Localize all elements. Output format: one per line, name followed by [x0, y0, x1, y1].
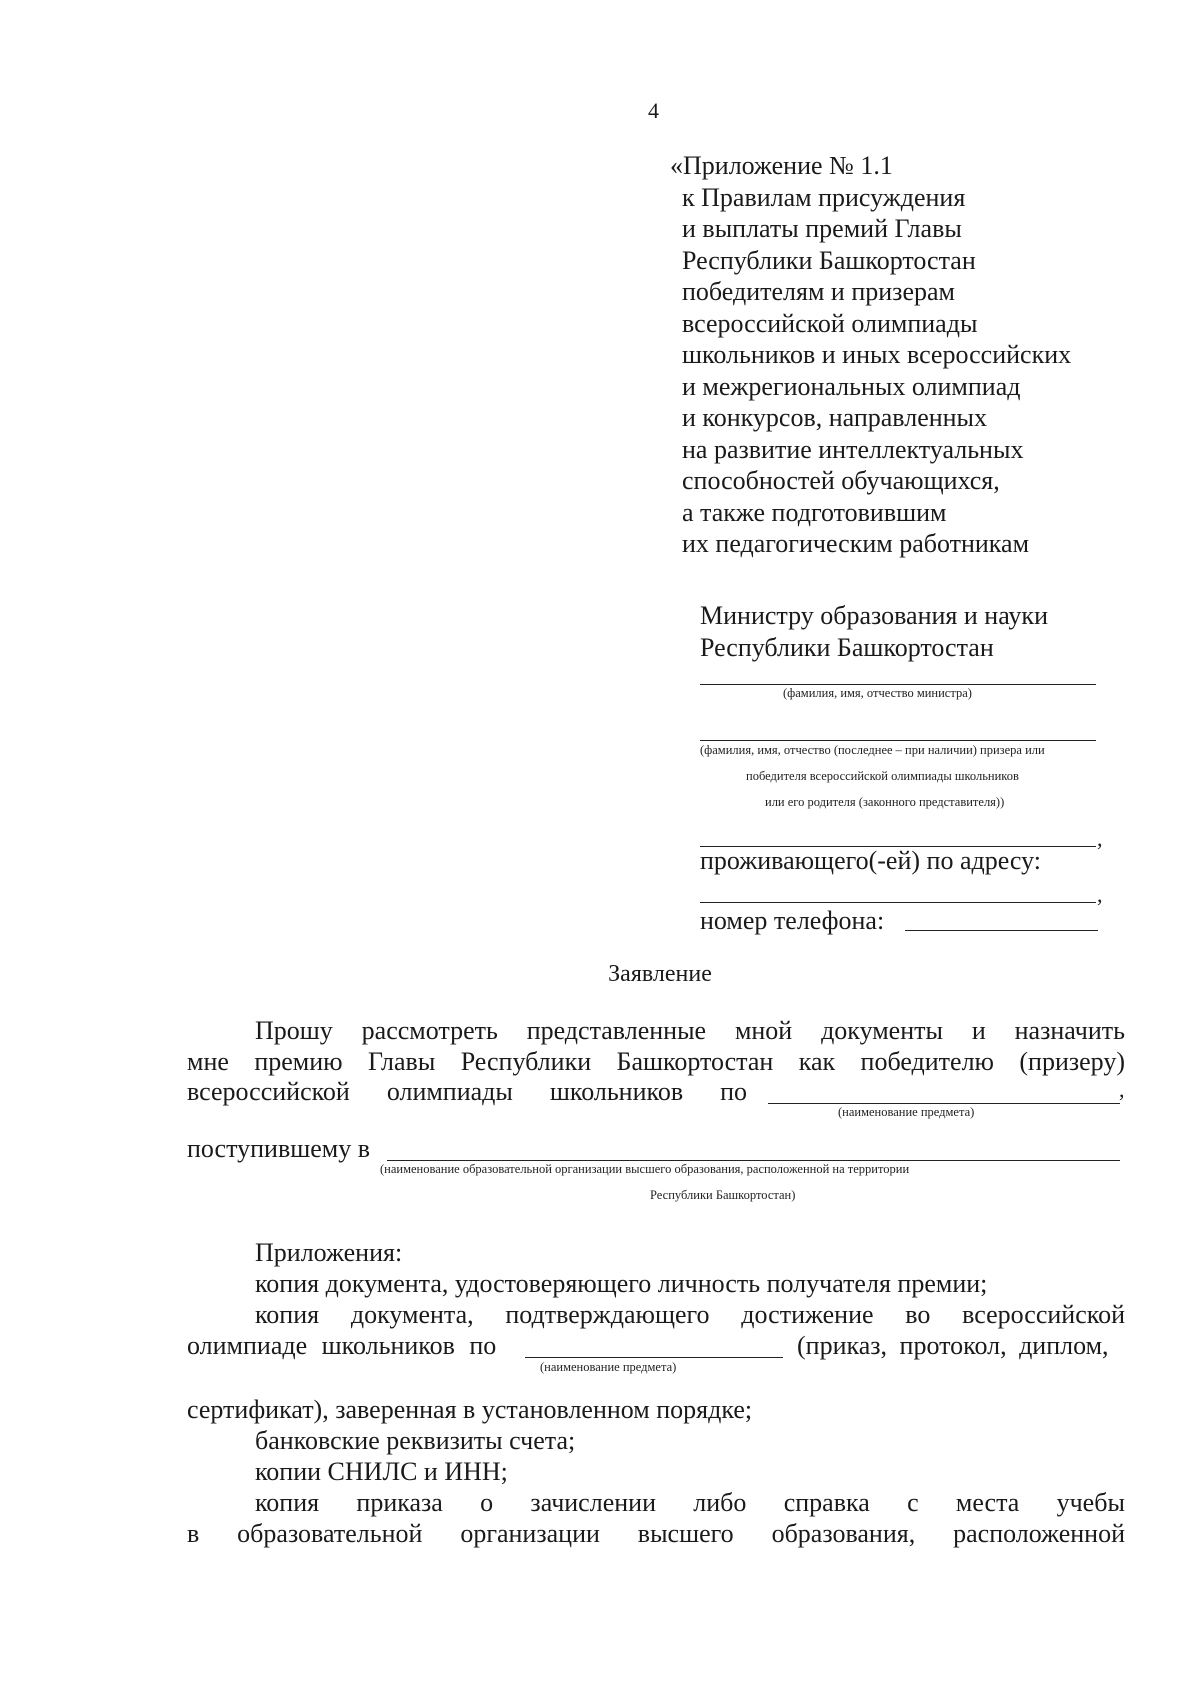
addressee-line: Республики Башкортостан [700, 632, 994, 662]
organization-caption: Республики Башкортостан) [650, 1188, 796, 1202]
word: во [905, 1300, 931, 1329]
attachment-item: копии СНИЛС и ИНН; [255, 1457, 508, 1486]
attachment-item-5-line-2 [187, 1519, 1125, 1549]
word: документы [821, 1016, 943, 1045]
applicant-caption: победителя всероссийской олимпиады школьников [746, 769, 1019, 783]
comma: , [1097, 826, 1103, 851]
word: копия [255, 1300, 320, 1329]
subject-caption: (наименование предмета) [540, 1360, 677, 1374]
comma: , [1097, 882, 1103, 907]
word: как [798, 1047, 836, 1076]
attachment-item-2-line-3: сертификат), заверенная в установленном порядке; [187, 1395, 753, 1424]
word: расположенной [953, 1519, 1125, 1548]
word: подтверждающего [505, 1300, 710, 1329]
word: всероссийской [187, 1077, 350, 1106]
document-title: Заявление [608, 961, 712, 987]
word: Башкортостан [616, 1047, 774, 1076]
word: Республики [460, 1047, 592, 1076]
page-number: 4 [648, 98, 659, 123]
word: места [955, 1488, 1020, 1517]
enrolled-label: поступившему в [187, 1134, 371, 1163]
appendix-line: на развитие интеллектуальных [682, 434, 1024, 464]
appendix-line: и межрегиональных олимпиад [682, 371, 1021, 401]
subject-blank-line [768, 1103, 1120, 1104]
phone-label: номер телефона: [700, 906, 885, 935]
appendix-line: и конкурсов, направленных [682, 403, 988, 432]
word: образовательной [237, 1519, 423, 1548]
appendix-line: Республики Башкортостан [682, 245, 976, 275]
word: представленные [526, 1016, 707, 1045]
attachment-item-5-line-1 [187, 1488, 1125, 1518]
appendix-line: их педагогическим работникам [682, 529, 1030, 558]
word: мне [187, 1047, 229, 1076]
word: о [480, 1488, 494, 1517]
word: достижение [741, 1300, 874, 1329]
minister-caption: (фамилия, имя, отчество министра) [783, 686, 972, 700]
minister-name-line [700, 684, 1096, 685]
word: по [720, 1077, 747, 1106]
phone-blank-line [905, 930, 1098, 931]
organization-blank-line [387, 1160, 1120, 1161]
request-line-2 [187, 1047, 1125, 1077]
word: либо [693, 1488, 747, 1517]
appendix-line: к Правилам присуждения [682, 182, 966, 212]
word: в [187, 1519, 200, 1548]
word: рассмотреть [361, 1016, 498, 1045]
word: школьников [549, 1077, 684, 1106]
word: организации [460, 1519, 600, 1548]
word: победителю [860, 1047, 994, 1076]
word: Главы [367, 1047, 436, 1076]
word: приказа [356, 1488, 443, 1517]
attachment-item-2-suffix: (приказ, протокол, диплом, [797, 1331, 1109, 1360]
attachment-item-2-line-1 [187, 1300, 1125, 1330]
addressee-line: Министру образования и науки [700, 601, 1048, 630]
applicant-caption: или его родителя (законного представителя)) [765, 795, 1005, 809]
word: зачислении [530, 1488, 656, 1517]
request-line-3 [187, 1077, 747, 1107]
appendix-header [670, 150, 1072, 560]
word: высшего [637, 1519, 734, 1548]
word: назначить [1014, 1016, 1125, 1045]
word: олимпиады [386, 1077, 513, 1106]
addressee-block [700, 600, 1048, 663]
subject-caption: (наименование предмета) [838, 1105, 975, 1119]
word: мной [734, 1016, 793, 1045]
appendix-line: школьников и иных всероссийских [682, 340, 1072, 369]
word: и [971, 1016, 986, 1045]
appendix-line: победителям и призерам [682, 277, 955, 306]
word: (призеру) [1019, 1047, 1125, 1076]
word: всероссийской [962, 1300, 1125, 1329]
organization-caption: (наименование образовательной организации высшего образования, расположенной на территории [380, 1162, 910, 1176]
attachments-heading: Приложения: [255, 1238, 403, 1267]
word: образования, [771, 1519, 916, 1548]
subject-blank-line [525, 1357, 783, 1358]
appendix-line: способностей обучающихся, [682, 466, 1000, 495]
address-label: проживающего(-ей) по адресу: [700, 846, 1041, 875]
word: документа, [350, 1300, 474, 1329]
word: премию [254, 1047, 343, 1076]
word: с [907, 1488, 919, 1517]
request-line-1 [187, 1016, 1125, 1046]
address-blank-line [700, 902, 1096, 903]
word: копия [255, 1488, 320, 1517]
comma: , [1119, 1077, 1125, 1102]
attachment-item: банковские реквизиты счета; [255, 1426, 576, 1455]
appendix-line: «Приложение № 1.1 [670, 151, 893, 180]
attachment-item: копия документа, удостоверяющего личность получателя премии; [255, 1269, 988, 1298]
word: Прошу [255, 1016, 333, 1045]
applicant-name-line [700, 740, 1096, 741]
appendix-line: всероссийской олимпиады [682, 308, 978, 338]
word: справка [783, 1488, 870, 1517]
appendix-line: и выплаты премий Главы [682, 214, 962, 243]
word: учебы [1056, 1488, 1125, 1517]
applicant-caption: (фамилия, имя, отчество (последнее – при наличии) призера или [700, 743, 1045, 757]
attachment-item-2-prefix: олимпиаде школьников по [187, 1331, 497, 1360]
appendix-line: а также подготовившим [682, 497, 947, 527]
